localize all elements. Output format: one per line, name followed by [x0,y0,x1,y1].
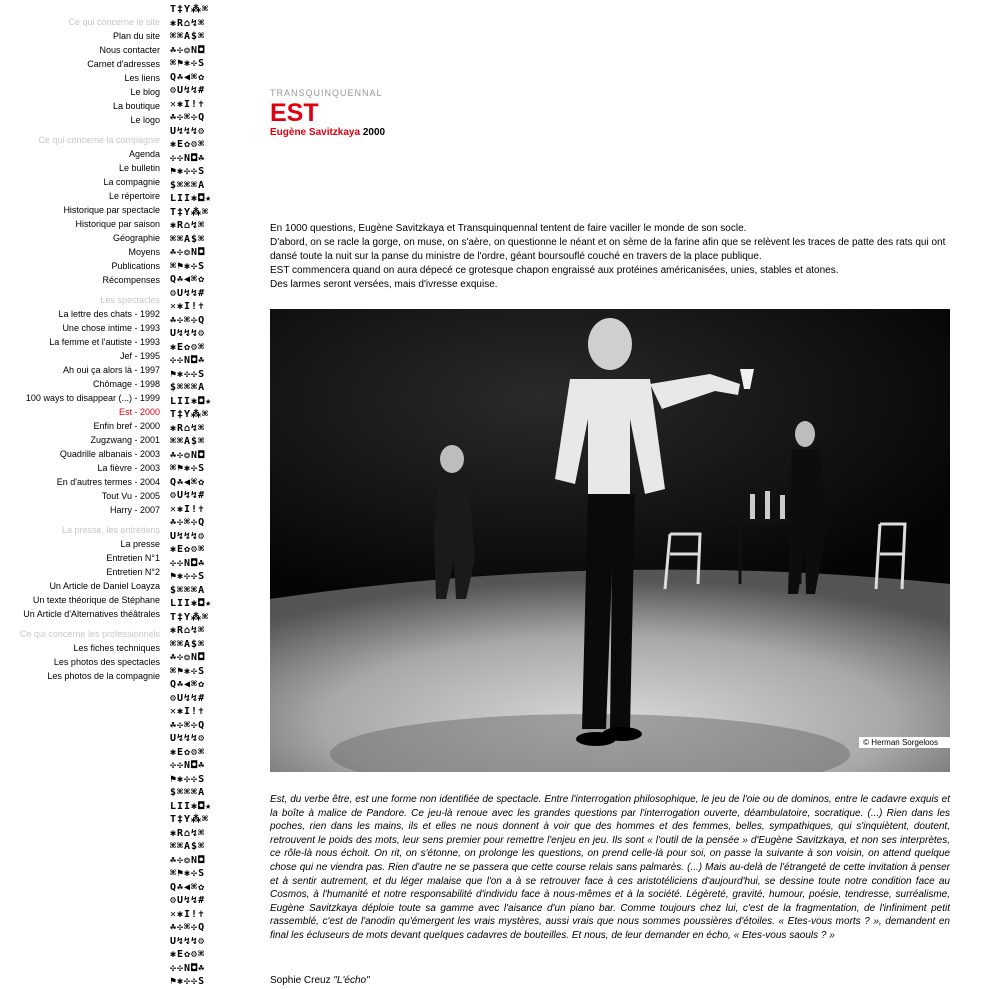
intro-paragraph: En 1000 questions, Eugène Savitzkaya et Transquinquennal tentent de faire vaciller le monde de son socle. [270,223,747,234]
glyph-row: ☘✣❂N◘ [170,652,206,663]
glyph-row: Q☘◀⌘✿ [170,881,206,893]
glyph-row: ☘✣❂N◘ [170,247,206,258]
nav-link-shows[interactable]: Quadrille albanais - 2003 [59,449,160,459]
glyph-row: Q☘◀⌘✿ [170,71,206,83]
glyph-row: $⌘⌘⌘A [170,787,206,798]
glyph-row: ☘✣⌘✣Q [170,922,206,933]
glyph-row: ✱R⌂↯⌘ [170,17,206,29]
nav-link-site[interactable]: Le logo [130,115,160,125]
nav-link-shows[interactable]: La femme et l'autiste - 1993 [49,337,160,347]
glyph-row: $⌘⌘⌘A [170,382,206,393]
nav-section-header: Ce qui concerne les professionnels [19,629,160,639]
glyph-row: $⌘⌘⌘A [170,584,206,596]
nav-link-site[interactable]: Plan du site [112,31,160,41]
nav-link-site[interactable]: Les liens [124,73,160,83]
nav-link-site[interactable]: Carnet d'adresses [87,59,160,69]
glyph-row: ✕✱I!✝ [170,908,206,920]
glyph-row: U↯↯↯⚙ [170,530,206,542]
nav-link-pro[interactable]: Les photos de la compagnie [47,671,160,681]
intro-text [270,222,950,292]
nav-link-company[interactable]: Le bulletin [118,163,160,173]
nav-link-company[interactable]: Géographie [112,233,160,243]
glyph-row: ⌘⌘A$⌘ [170,841,206,852]
glyph-row: Q☘◀⌘✿ [170,679,206,690]
nav-link-shows[interactable]: Jef - 1995 [119,351,160,361]
photo-credit: © Herman Sorgeloos [859,737,950,748]
nav-link-press[interactable]: Un texte théorique de Stéphane [32,595,160,605]
show-year: 2000 [362,127,386,138]
glyph-row: ✱E✿⚙⌘ [170,746,206,758]
glyph-row: ✕✱I!✝ [170,706,206,717]
glyph-row: ⌘⌘A$⌘ [170,31,206,42]
nav-link-company[interactable]: Agenda [128,149,160,159]
nav-section-header: Ce qui concerne le site [68,17,160,27]
glyph-row: U↯↯↯⚙ [170,328,206,339]
glyph-row: T‡Y⁂⌘ [170,4,210,15]
glyph-row: $⌘⌘⌘A [170,179,206,191]
glyph-row: T‡Y⁂⌘ [170,206,210,218]
quote-author: Sophie Creuz [270,975,331,986]
nav-link-company[interactable]: Le répertoire [108,191,160,201]
stage-photo-illustration [270,309,950,772]
glyph-row: U↯↯↯⚙ [170,733,206,744]
press-quote: Est, du verbe être, est une forme non identifiée de spectacle. Entre l'interrogation philosophique, le jeu de l'oie ou de dominos, entre le cadavre exquis et la boîte à malice de Pandore. Ce jeu-là renoue avec les grandes questions par l'interrogation ouverte, déambulatoire, socratique. (...) Rien dans les poches, rien dans les mains, ils et elles ne nous donnent à voir que des hommes et des femmes, belles, sympathiques, qui s'inquiètent, doutent, retrouvent le poids des mots, leur sens premier pour remettre l'enjeu en jeu. Ils sont « l'outil de la pensée » d'Eugène Savitzkaya, et non ses interprètes, ce rôle-là nous échoit. On rit, on s'étonne, on prolonge les questions, on prend celle-là pour soi, on passe la suivante à son voisin, on attend quelque chose qui ne viendra pas. Rien d'autre ne se passera que cette course relais sans palmarès. (...) Mais au-delà de l'étrangeté de cette invitation à penser et à sentir autrement, et du léger malaise que l'on a à se retrouver face à ces aristotéliciens d'aujourd'hui, se dessine toute notre condition face au Cosmos, à l'humanité et notre responsabilité d'individu face à nous-mêmes et à la société. Légèreté, gravité, humour, poésie, tendresse, surréalisme, Eugène Savitzkaya déploie toute sa gamme avec l'aisance d'un piano bar. Comme toujours chez lui, c'est de la fragmentation, de l'infiniment petit rassemblé, c'est de l'anodin qu'émergent les vrais mystères, aussi vrais que nous sommes poussières d'étoiles. « Etes-vous morts ? », demandent en final les écluseurs de mots devant quelques cadavres de bouteilles. Et nous, de leur demander en écho, « Etes-vous saouls ? » [270,794,950,941]
glyph-row: ⚙U↯↯# [170,287,206,299]
glyph-row: ⌘⚑✱✣S [170,260,206,272]
glyph-row: ⚙U↯↯# [170,85,206,96]
nav-link-shows[interactable]: Chômage - 1998 [92,379,160,389]
intro-paragraph: Des larmes seront versées, mais d'ivresse exquise. [270,279,498,290]
glyph-row: ⌘⌘A$⌘ [170,436,206,447]
nav-link-shows[interactable]: Harry - 2007 [109,505,160,515]
nav-link-shows[interactable]: Une chose intime - 1993 [62,323,160,333]
glyph-row: U↯↯↯⚙ [170,935,206,947]
glyph-row: ☘✣⌘✣Q [170,112,206,123]
glyph-row: U↯↯↯⚙ [170,125,206,137]
glyph-row: ⚑✱✣✣S [170,571,206,582]
glyph-row: ⌘⌘A$⌘ [170,233,206,245]
glyph-row: LII✱◘★ [170,800,213,812]
nav-link-company[interactable]: La compagnie [103,177,160,187]
nav-link-shows[interactable]: Enfin bref - 2000 [93,421,160,431]
page-title: EST [270,99,319,127]
company-name: TRANSQUINQUENNAL [270,88,383,98]
glyph-row: ✱R⌂↯⌘ [170,220,206,231]
show-photo [270,309,950,772]
glyph-row: T‡Y⁂⌘ [170,814,210,825]
nav-link-press[interactable]: Entretien N°1 [106,553,160,563]
glyph-row: ⌘⚑✱✣S [170,665,206,677]
glyph-row: ☘✣⌘✣Q [170,719,206,731]
glyph-row: ⚙U↯↯# [170,895,206,906]
nav-link-shows[interactable]: Zugzwang - 2001 [90,435,160,445]
glyph-row: ⚑✱✣✣S [170,976,206,987]
nav-link-shows[interactable]: 100 ways to disappear (...) - 1999 [25,393,160,403]
nav-link-press[interactable]: La presse [120,539,160,549]
glyph-row: LII✱◘★ [170,193,213,204]
nav-link-shows[interactable]: La fièvre - 2003 [97,463,160,473]
nav-link-shows[interactable]: Est - 2000 [118,407,160,417]
glyph-row: ✱R⌂↯⌘ [170,625,206,636]
glyph-row: ✣✣N◘☘ [170,557,206,569]
nav-section-header: Ce qui concerne la compagnie [38,135,160,145]
nav-link-company[interactable]: Récompenses [102,275,160,285]
sidebar-nav [0,15,160,683]
glyph-row: ✕✱I!✝ [170,98,206,110]
nav-link-shows[interactable]: En d'autres termes - 2004 [56,477,160,487]
glyph-row: T‡Y⁂⌘ [170,611,210,623]
nav-link-shows[interactable]: La lettre des chats - 1992 [58,309,160,319]
glyph-row: ⚙U↯↯# [170,490,206,501]
nav-link-company[interactable]: Moyens [128,247,160,257]
quote-signature [270,975,370,987]
glyph-row: ⚑✱✣✣S [170,773,206,785]
nav-link-shows[interactable]: Ah oui ça alors là - 1997 [62,365,160,375]
glyph-row: LII✱◘★ [170,395,213,407]
glyph-row: ☘✣⌘✣Q [170,517,206,528]
nav-section-header: Les spectacles [100,295,160,305]
glyph-row: ☘✣⌘✣Q [170,314,206,326]
glyph-row: ⚑✱✣✣S [170,166,206,177]
glyph-row: ☘✣❂N◘ [170,44,206,56]
glyph-row: ✱E✿⚙⌘ [170,139,206,150]
glyph-row: ✱R⌂↯⌘ [170,827,206,839]
glyph-row: ⚙U↯↯# [170,692,206,704]
glyph-row: ✱E✿⚙⌘ [170,341,206,353]
glyph-row: ✕✱I!✝ [170,301,206,312]
glyph-row: T‡Y⁂⌘ [170,409,210,420]
glyph-row: ✣✣N◘☘ [170,962,206,974]
nav-link-company[interactable]: Historique par spectacle [63,205,160,215]
author-line [270,127,950,139]
quote-source: "L'écho" [333,975,370,986]
intro-paragraph: D'abord, on se racle la gorge, on muse, on s'aère, on questionne le néant et on sème de la farine afin que se relèvent les traces de patte des rats qui ont dansé toute la nuit sur la panse du ministre de l'ordre, géant boursouflé couché en travers de la place publique. [270,237,946,262]
nav-link-company[interactable]: Publications [111,261,160,271]
nav-link-shows[interactable]: Tout Vu - 2005 [101,491,160,501]
nav-link-site[interactable]: Le blog [130,87,160,97]
nav-link-company[interactable]: Historique par saison [75,219,160,229]
glyph-row: ⌘⚑✱✣S [170,58,206,69]
nav-link-press[interactable]: Un Article de Daniel Loayza [49,581,160,591]
nav-link-site[interactable]: Nous contacter [99,45,160,55]
glyph-row: ✕✱I!✝ [170,503,206,515]
glyph-row: ✣✣N◘☘ [170,152,206,164]
glyph-row: ⌘⚑✱✣S [170,868,206,879]
glyph-row: ✣✣N◘☘ [170,355,206,366]
nav-link-site[interactable]: La boutique [112,101,160,111]
nav-link-pro[interactable]: Les photos des spectacles [53,657,160,667]
main-content [270,88,950,986]
glyph-row: ⌘⌘A$⌘ [170,638,206,650]
glyph-row: ✱E✿⚙⌘ [170,544,206,555]
nav-section-header: La presse, les entretiens [61,525,160,535]
glyph-row: ⌘⚑✱✣S [170,463,206,474]
glyph-row: ☘✣❂N◘ [170,449,206,461]
glyph-column-decoration [170,3,232,989]
glyph-row: ⚑✱✣✣S [170,368,206,380]
glyph-row: ✣✣N◘☘ [170,760,206,771]
glyph-row: ✱E✿⚙⌘ [170,949,206,960]
glyph-row: Q☘◀⌘✿ [170,274,206,285]
nav-link-press[interactable]: Un Article d'Alternatives théâtrales [23,609,160,619]
glyph-row: ☘✣❂N◘ [170,854,206,866]
nav-link-press[interactable]: Entretien N°2 [106,567,160,577]
glyph-row: Q☘◀⌘✿ [170,476,206,488]
intro-paragraph: EST commencera quand on aura dépecé ce grotesque chapon engraissé aux protéines américanisées, unies, stables et atones. [270,265,839,276]
nav-link-pro[interactable]: Les fiches techniques [73,643,160,653]
glyph-row: ✱R⌂↯⌘ [170,422,206,434]
glyph-row: LII✱◘★ [170,598,213,609]
author-name: Eugène Savitzkaya [270,127,361,138]
